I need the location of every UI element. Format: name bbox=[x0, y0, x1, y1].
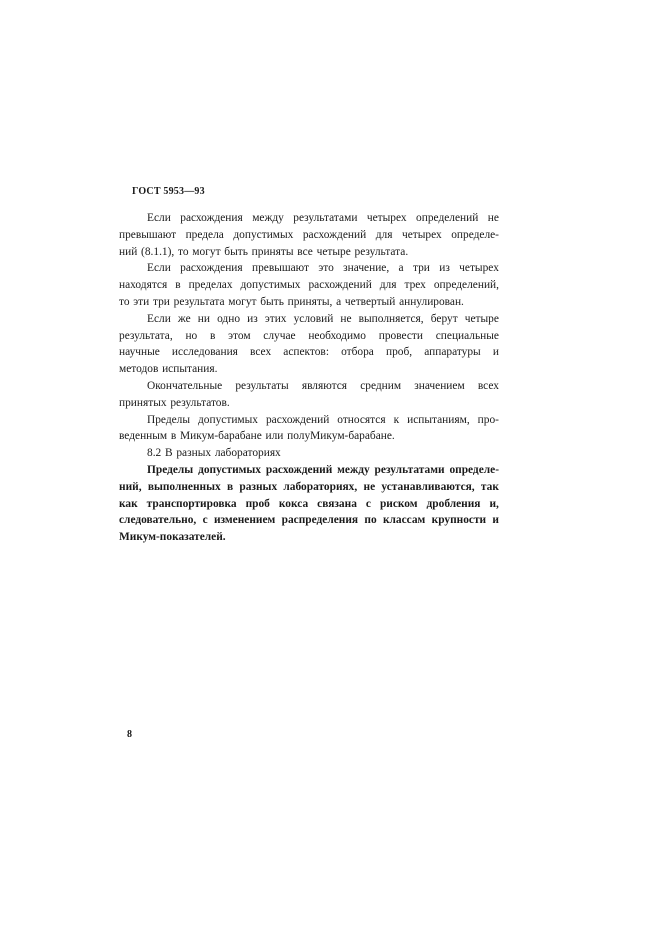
text-line: Пределы допустимых расхождений между результатами определе- bbox=[147, 463, 499, 476]
text-line: Микум-показателей. bbox=[119, 531, 226, 544]
text-line: находятся в пределах допустимых расхождений для трех определений, bbox=[119, 279, 499, 292]
text-line: Если же ни одно из этих условий не выполняется, берут четыре bbox=[147, 312, 499, 325]
paragraph bbox=[119, 445, 499, 462]
paragraph bbox=[119, 260, 499, 310]
text-line: научные исследования всех аспектов: отбора проб, аппаратуры и bbox=[119, 346, 499, 359]
text-line: Пределы допустимых расхождений относятся к испытаниям, про- bbox=[147, 413, 499, 426]
paragraph bbox=[119, 210, 499, 260]
text-line: превышают предела допустимых расхождений для четырех определе- bbox=[119, 228, 499, 241]
text-line: следовательно, с изменением распределения по классам крупности и bbox=[119, 514, 499, 527]
text-line: Если расхождения превышают это значение, а три из четырех bbox=[147, 262, 499, 275]
paragraph bbox=[119, 412, 499, 446]
paragraph bbox=[119, 462, 499, 546]
text-line: ний, выполненных в разных лабораториях, не устанавливаются, так bbox=[119, 480, 499, 493]
paragraph bbox=[119, 311, 499, 378]
document-header: ГОСТ 5953—93 bbox=[132, 186, 205, 197]
text-line: Если расхождения между результатами четырех определений не bbox=[147, 212, 499, 224]
text-line: 8.2 В разных лабораториях bbox=[147, 447, 281, 460]
text-line: веденным в Микум-барабане или полуМикум-барабане. bbox=[119, 430, 395, 443]
text-line: ний (8.1.1), то могут быть приняты все четыре результата. bbox=[119, 245, 409, 258]
paragraph bbox=[119, 378, 499, 412]
page-number: 8 bbox=[127, 729, 132, 740]
text-line: как транспортировка проб кокса связана с риском дробления и, bbox=[119, 497, 499, 510]
document-body bbox=[119, 210, 499, 546]
text-line: результата, но в этом случае необходимо провести специальные bbox=[119, 329, 499, 342]
text-line: Окончательные результаты являются средним значением всех bbox=[147, 379, 499, 392]
text-line: то эти три результата могут быть приняты, а четвертый аннулирован. bbox=[119, 295, 464, 308]
text-line: методов испытания. bbox=[119, 363, 218, 376]
text-line: принятых результатов. bbox=[119, 396, 230, 409]
